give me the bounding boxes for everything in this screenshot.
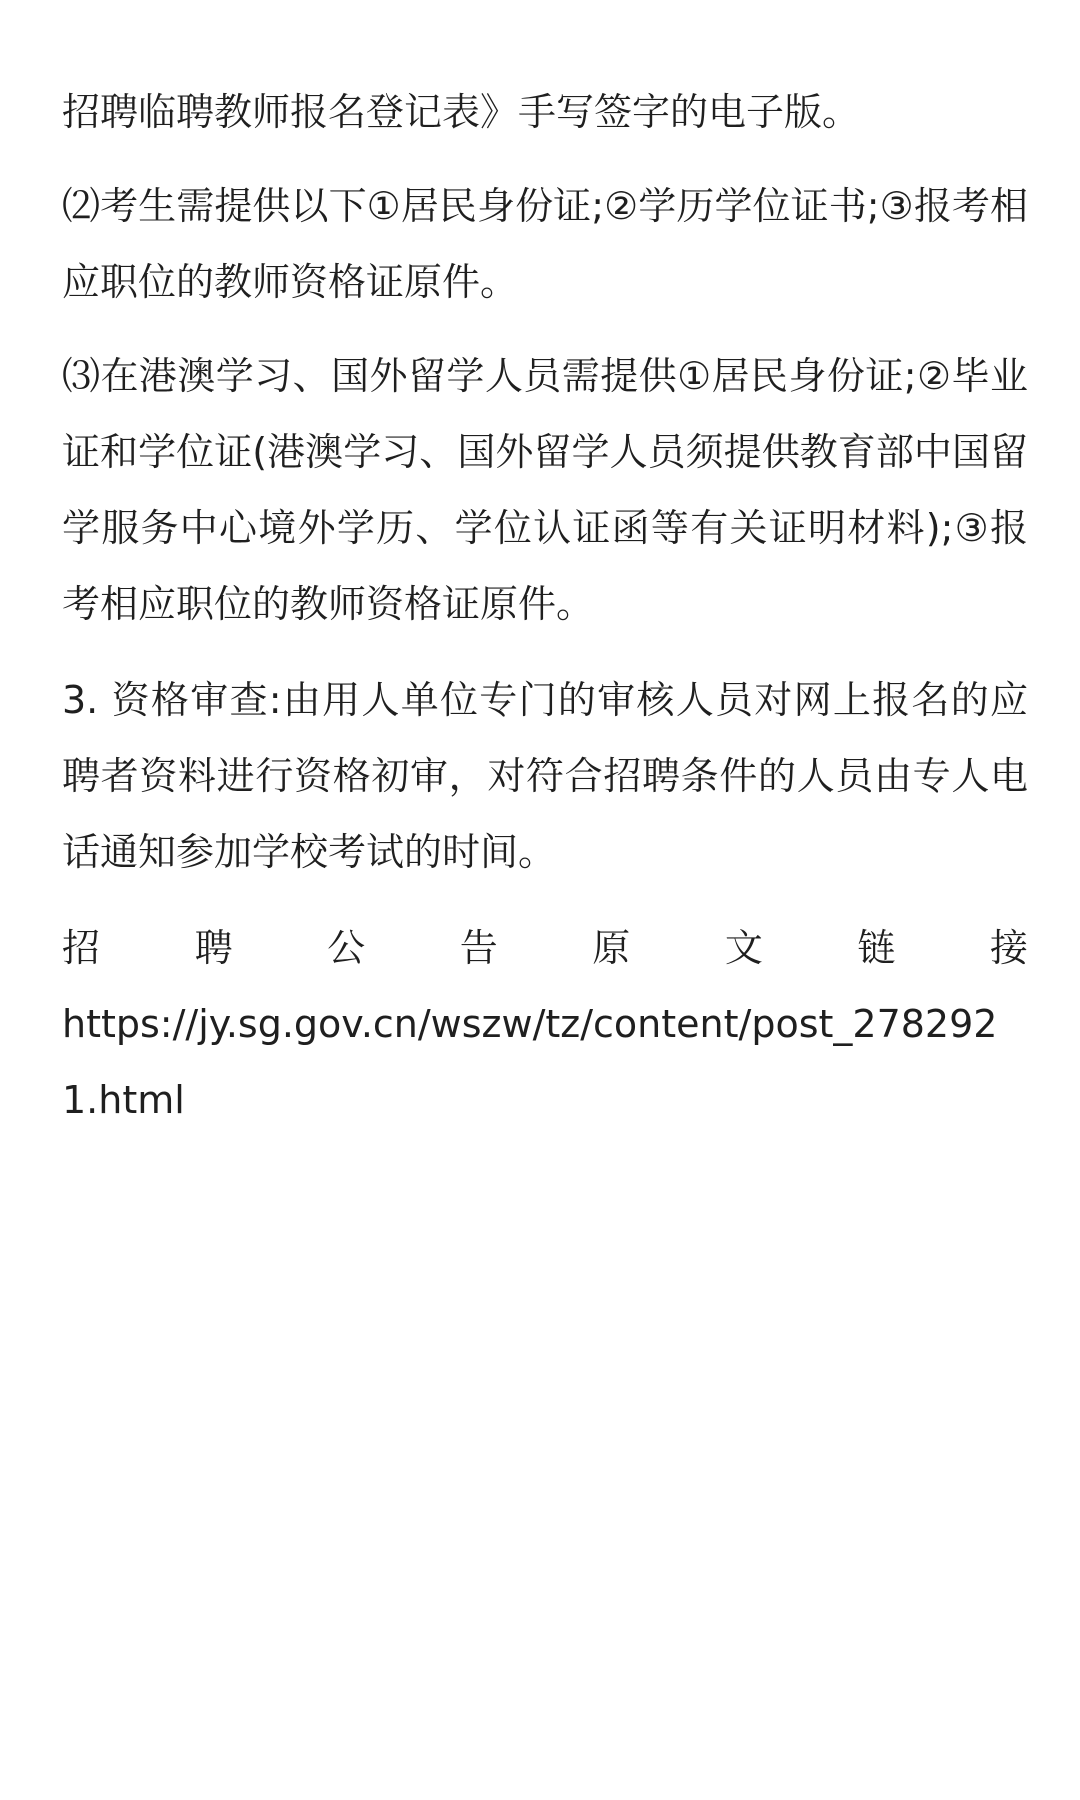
label-char: 招 — [62, 926, 101, 970]
label-char: 链 — [857, 926, 896, 970]
paragraph-qualification-review: 3. 资格审查:由用人单位专门的审核人员对网上报名的应聘者资料进行资格初审，对符合招聘条件的人员由专人电话通知参加学校考试的时间。 — [62, 678, 1028, 874]
original-announcement-url[interactable]: https://jy.sg.gov.cn/wszw/tz/content/post_2782921.html — [62, 1002, 998, 1122]
label-char: 告 — [459, 926, 498, 970]
original-announcement-label — [62, 910, 1028, 986]
label-char: 公 — [327, 926, 366, 970]
label-char: 接 — [989, 926, 1028, 970]
label-char: 文 — [724, 926, 763, 970]
paragraph-overseas-documents: ⑶在港澳学习、国外留学人员需提供①居民身份证;②毕业证和学位证(港澳学习、国外留学人员须提供教育部中国留学服务中心境外学历、学位认证函等有关证明材料);③报考相应职位的教师资格证原件。 — [62, 354, 1028, 626]
paragraph-registration-form: 招聘临聘教师报名登记表》手写签字的电子版。 — [62, 90, 861, 134]
label-char: 原 — [592, 926, 631, 970]
original-announcement-link-block — [62, 910, 1028, 1138]
article-body — [62, 74, 1028, 1138]
label-char: 聘 — [194, 926, 233, 970]
paragraph-required-documents: ⑵考生需提供以下①居民身份证;②学历学位证书;③报考相应职位的教师资格证原件。 — [62, 184, 1028, 304]
